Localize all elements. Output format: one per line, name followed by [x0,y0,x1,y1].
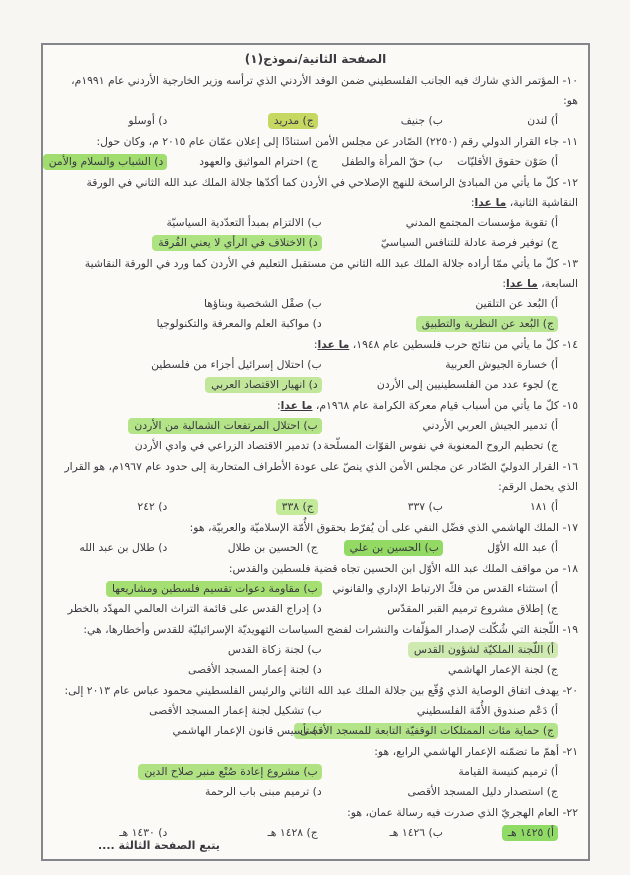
question-14-option-2: ب) احتلال إسرائيل أجزاء من فلسطين [151,358,322,371]
question-13-option-3-highlighted-answer [326,314,558,334]
question-19-options [53,640,578,680]
exam-sheet-frame [41,43,590,861]
question-13-option-1: أ) البُعد عن التلقين [475,297,558,310]
question-12-option-3: ج) توفير فرصة عادلة للتنافس السياسيّ [380,236,558,249]
except-emphasis: ما عدا [506,277,538,290]
question-22-option-1-highlighted-answer [447,823,558,843]
question-21 [53,742,578,802]
question-14-option-3: ج) لجوء عدد من الفلسطينيين إلى الأردن [376,378,558,391]
answer-highlight-marker: ب) مقاومة دعوات تقسيم فلسطين ومشاريعها [106,581,322,597]
question-18-stem: ١٨- من مواقف الملك عبد الله الأوّل ابن الحسين تجاه قضية فلسطين والقدس: [228,562,578,575]
question-11-option-3: ج) احترام المواثيق والعهود [199,155,318,168]
question-12-option-1: أ) تقوية مؤسسات المجتمع المدني [405,216,558,229]
page-title: الصفحة الثانية/نموذج(١) [244,52,387,66]
question-12-options [53,213,578,253]
answer-highlight-marker: د) الشباب والسلام والأمن [43,154,168,170]
answer-highlight-marker: ج) البُعد عن النظرية والتطبيق [416,316,558,332]
question-20-option-3-highlighted-answer [299,721,558,741]
question-21-option-3: ج) استصدار دليل المسجد الأقصى [407,785,558,798]
answer-highlight-marker: ج) حماية مئات الممتلكات الوقفيّة التابعة للمسجد الأقصى [294,723,558,739]
answer-highlight-marker: ج) مدريد [268,113,318,129]
question-20-options [53,701,578,741]
answer-highlight-marker: ج) ٣٣٨ [276,499,318,515]
except-emphasis: ما عدا [280,399,313,412]
question-18-option-3: ج) إطلاق مشروع ترميم القبر المقدّس [387,602,558,615]
question-10-stem: ١٠- المؤتمر الذي شارك فيه الجانب الفلسطيني ضمن الوفد الأردني الذي ترأسه وزير الخارجية الأردني عام ١٩٩١م، هو: [71,74,578,107]
question-16-option-2: ب) ٣٣٧ [407,500,443,513]
continued-next-page-note: يتبع الصفحة الثالثة .... [98,839,220,852]
question-12-stem: ١٢- كلّ ما يأتي من المبادئ الراسخة للنهج الإصلاحي في الأردن كما أكدّها جلالة الملك عبد الله الثاني في الورقة النقاشية الثانية، ما عدا: [86,176,578,209]
question-17-stem: ١٧- الملك الهاشمي الذي فضّل النفي على أن يُفرّط بحقوق الأُمّة الإسلاميّة والعربيّة، هو: [189,521,578,534]
question-19-option-4: د) لجنة إعمار المسجد الأقصى [187,663,322,676]
question-14-option-1: أ) خسارة الجيوش العربية [445,358,558,371]
question-19-option-1-highlighted-answer [326,640,558,660]
question-10-option-2: ب) جنيف [400,114,443,127]
question-22-option-4: د) ١٤٣٠ هـ [119,826,168,839]
question-22-option-2: ب) ١٤٢٦ هـ [389,826,443,839]
question-16-option-1: أ) ١٨١ [529,500,558,513]
answer-highlight-marker: د) انهيار الاقتصاد العربي [205,377,322,393]
question-10-options [53,111,578,131]
question-11-option-2: ب) حقّ المرأة والطفل [341,155,443,168]
question-21-option-1: أ) ترميم كنيسة القيامة [458,765,558,778]
question-17-option-2-highlighted-answer [322,538,443,558]
question-21-option-2-highlighted-answer [49,762,322,782]
answer-highlight-marker: أ) اللّجنة الملكيّة لشؤون القدس [408,642,558,658]
answer-highlight-marker: ب) الحسين بن علي [344,540,443,556]
question-18-option-1: أ) استثناء القدس من فكّ الارتباط الإداري والقانوني [332,582,558,595]
question-15-option-4: د) تدمير الاقتصاد الزراعي في وادي الأردن [134,439,322,452]
except-emphasis: ما عدا [474,196,507,209]
question-15-option-3: ج) تحطيم الروح المعنوية في نفوس القوّات المسلّحة [323,439,558,452]
question-14-options [53,355,578,395]
question-12-option-4-highlighted-answer [49,233,322,253]
question-11-option-4-highlighted-answer [41,152,167,172]
question-20-option-1: أ) دَعْم صندوق الأُمّة الفلسطيني [416,704,558,717]
except-emphasis: ما عدا [317,338,350,351]
question-15 [53,396,578,456]
question-14 [53,335,578,395]
question-16 [53,457,578,517]
question-15-stem: ١٥- كلّ ما يأتي من أسباب قيام معركة الكرامة عام ١٩٦٨م، ما عدا: [276,399,578,412]
question-16-options [53,497,578,517]
question-18-options [53,579,578,619]
question-21-option-4: د) ترميم مبنى باب الرحمة [205,785,322,798]
question-18 [53,559,578,619]
question-16-option-3-highlighted-answer [171,497,317,517]
question-15-options [53,416,578,456]
question-18-option-2-highlighted-answer [49,579,322,599]
question-13-option-2: ب) صقْل الشخصية وبناؤها [203,297,322,310]
question-13-stem: ١٣- كلّ ما يأتي ممّا أراده جلالة الملك عبد الله الثاني من مستقبل التعليم في الأردن كما ورد في الورقة النقاشية السابعة، ما عدا: [84,257,578,290]
question-18-option-4: د) إدراج القدس على قائمة التراث العالمي المهدّد بالخطر [67,602,322,615]
question-13-options [53,294,578,334]
question-21-options [53,762,578,802]
questions-container [48,71,578,843]
answer-highlight-marker: ب) مشروع إعادة صُنْع منبر صلاح الدين [138,764,321,780]
question-21-stem: ٢١- أهمّ ما تضمّنه الإعمار الهاشمي الرابع، هو: [374,745,578,758]
question-22-stem: ٢٢- العام الهجريّ الذي صدرت فيه رسالة عمان، هو: [347,806,578,819]
question-10-option-3-highlighted-answer [171,111,317,131]
question-16-option-4: د) ٢٤٢ [137,500,168,513]
question-11-options [48,152,578,172]
question-17-option-1: أ) عبد الله الأوّل [487,541,558,554]
question-17-options [53,538,578,558]
question-10-option-4: د) أوسلو [128,114,168,127]
question-12 [53,173,578,253]
question-19-option-2: ب) لجنة زكاة القدس [227,643,322,656]
answer-highlight-marker: د) الاختلاف في الرأي لا يعني الفُرقة [152,235,321,251]
answer-highlight-marker: ب) احتلال المرتفعات الشمالية من الأردن [128,418,321,434]
question-11-option-1: أ) صَوْن حقوق الأقليّات [457,155,558,168]
question-17 [53,518,578,558]
question-14-option-4-highlighted-answer [49,375,322,395]
question-10-option-1: أ) لندن [527,114,558,127]
question-20-option-2: ب) تشكيل لجنة إعمار المسجد الأقصى [149,704,322,717]
question-11 [48,132,578,172]
question-11-stem: ١١- جاء القرار الدولي رقم (٢٢٥٠) الصّادر عن مجلس الأمن استنادًا إلى إعلان عمّان عام ٢٠١٥ م، وكان حول: [96,135,578,148]
question-15-option-2-highlighted-answer [49,416,322,436]
question-19-stem: ١٩- اللّجنة التي شُكّلت لإصدار المؤلّفات والنشرات لفضح السياسات التهويديّة الإسرائيليّة للقدس وأخطارها، هي: [83,623,578,636]
answer-highlight-marker: أ) ١٤٢٥ هـ [502,825,558,841]
question-19-option-3: ج) لجنة الإعمار الهاشمي [448,663,558,676]
question-13-option-4: د) مواكبة العلم والمعرفة والتكنولوجيا [156,317,322,330]
question-20-option-4: د) تأسيس قانون الإعمار الهاشمي [172,724,322,737]
question-10 [53,71,578,131]
question-19 [53,620,578,680]
question-20 [53,681,578,741]
question-14-stem: ١٤- كلّ ما يأتي من نتائج حرب فلسطين عام ١٩٤٨، ما عدا: [313,338,578,351]
question-17-option-3: ج) الحسين بن طلال [227,541,318,554]
question-20-stem: ٢٠- يهدف اتفاق الوصاية الذي وُقّع بين جلالة الملك عبد الله الثاني والرئيس الفلسطيني محمود عباس عام ٢٠١٣ إلى: [64,684,578,697]
question-16-stem: ١٦- القرار الدوليّ الصّادر عن مجلس الأمن الذي ينصّ على عودة الأطراف المتحاربة إلى حدود عام ١٩٦٧م، هو القرار الذي يحمل الرقم: [64,460,578,493]
question-15-option-1: أ) تدمير الجيش العربي الأردني [422,419,558,432]
question-13 [53,254,578,334]
question-22-option-3: ج) ١٤٢٨ هـ [267,826,318,839]
question-12-option-2: ب) الالتزام بمبدأ التعدّدية السياسيّة [166,216,322,229]
question-17-option-4: د) طلال بن عبد الله [79,541,168,554]
